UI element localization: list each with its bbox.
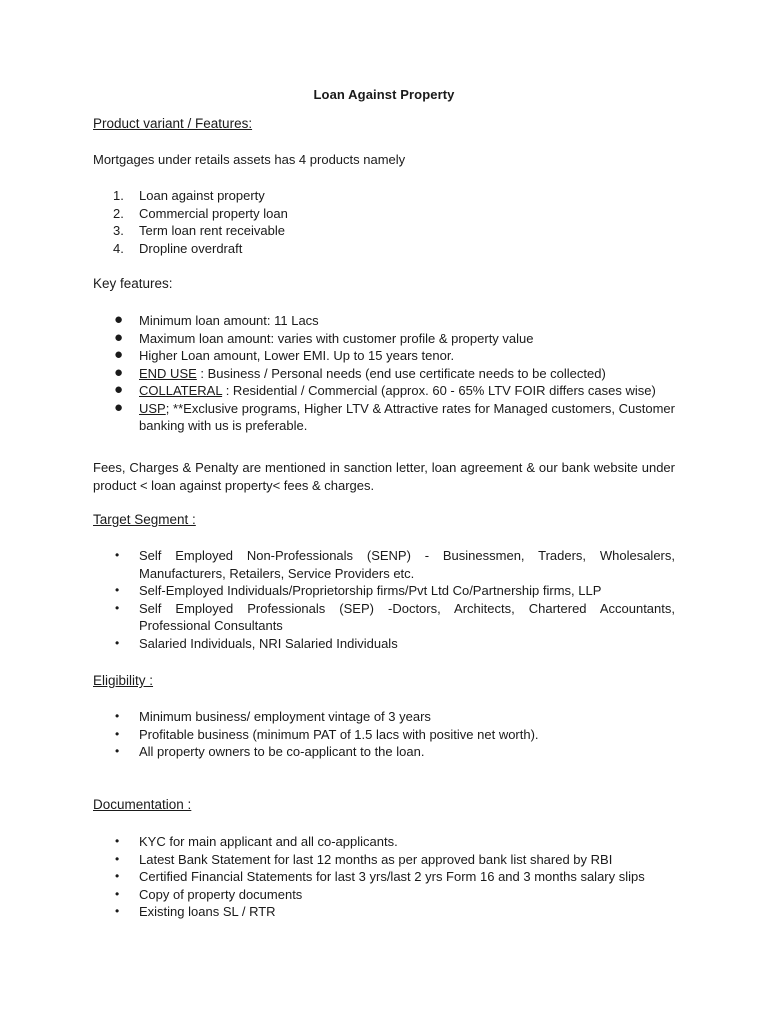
list-number: 2. bbox=[113, 205, 124, 221]
list-item bbox=[93, 582, 675, 600]
bullet-icon: ● bbox=[114, 381, 124, 398]
documentation-heading: Documentation : bbox=[93, 797, 192, 812]
list-item-text: KYC for main applicant and all co-applicants. bbox=[139, 834, 398, 849]
list-item bbox=[93, 187, 675, 205]
list-item bbox=[93, 726, 675, 744]
key-features-heading: Key features: bbox=[93, 276, 173, 291]
list-item-text: Minimum business/ employment vintage of 3 years bbox=[139, 709, 431, 724]
list-item bbox=[93, 635, 675, 653]
bullet-icon: • bbox=[115, 834, 120, 848]
bullet-icon: ● bbox=[114, 328, 124, 346]
bullet-icon: • bbox=[115, 851, 120, 866]
bullet-icon: • bbox=[115, 726, 120, 741]
eligibility-heading: Eligibility : bbox=[93, 673, 154, 688]
list-item-text: Self Employed Non-Professionals (SENP) - Businessmen, Traders, Wholesalers, Manufacturers, Retailers, Service Providers etc. bbox=[139, 548, 675, 581]
eligibility-list bbox=[93, 708, 675, 761]
list-item bbox=[93, 347, 675, 365]
list-item bbox=[93, 708, 675, 726]
list-item bbox=[93, 330, 675, 348]
list-number: 1. bbox=[113, 188, 124, 203]
list-item-text: Existing loans SL / RTR bbox=[139, 904, 276, 919]
feature-text: Maximum loan amount: varies with customer profile & property value bbox=[139, 330, 534, 346]
feature-text: : Residential / Commercial (approx. 60 - 65% LTV FOIR differs cases wise) bbox=[222, 383, 656, 398]
feature-text: Higher Loan amount, Lower EMI. Up to 15 years tenor. bbox=[139, 348, 455, 363]
bullet-icon: • bbox=[115, 904, 120, 918]
intro-paragraph: Mortgages under retails assets has 4 products namely bbox=[93, 152, 406, 167]
bullet-icon: • bbox=[115, 548, 120, 562]
bullet-icon: • bbox=[115, 635, 120, 650]
list-item-text: Copy of property documents bbox=[139, 886, 303, 902]
fees-paragraph: Fees, Charges & Penalty are mentioned in sanction letter, loan agreement & our bank website under product < loan against property< fees & charges. bbox=[93, 460, 675, 493]
bullet-icon: ● bbox=[114, 311, 124, 328]
list-item-text: Profitable business (minimum PAT of 1.5 lacs with positive net worth). bbox=[139, 726, 539, 742]
bullet-icon: ● bbox=[114, 363, 124, 381]
feature-text: Minimum loan amount: 11 Lacs bbox=[139, 313, 319, 328]
list-item bbox=[93, 851, 675, 869]
list-item bbox=[93, 886, 675, 904]
bullet-icon: • bbox=[115, 869, 120, 883]
feature-label: COLLATERAL bbox=[139, 383, 223, 398]
list-number: 4. bbox=[113, 240, 124, 256]
bullet-icon: • bbox=[115, 583, 120, 597]
feature-text: : Business / Personal needs (end use certificate needs to be collected) bbox=[196, 365, 606, 381]
list-item bbox=[93, 547, 675, 582]
list-item-text: Self Employed Professionals (SEP) -Doctors, Architects, Chartered Accountants, Professional Consultants bbox=[139, 600, 675, 633]
product-variant-heading: Product variant / Features: bbox=[93, 116, 253, 131]
list-item bbox=[93, 833, 675, 851]
target-segment-list bbox=[93, 547, 675, 652]
list-item bbox=[93, 868, 675, 886]
bullet-icon: ● bbox=[114, 398, 124, 416]
bullet-icon: • bbox=[115, 709, 120, 723]
list-item-text: Salaried Individuals, NRI Salaried Individuals bbox=[139, 635, 398, 651]
list-number: 3. bbox=[113, 223, 124, 238]
list-item-text: Self-Employed Individuals/Proprietorship firms/Pvt Ltd Co/Partnership firms, LLP bbox=[139, 583, 602, 598]
list-item-text: Loan against property bbox=[139, 188, 265, 203]
list-item bbox=[93, 903, 675, 921]
products-list bbox=[93, 187, 675, 257]
list-item bbox=[93, 222, 675, 240]
list-item bbox=[93, 365, 675, 383]
document-title: Loan Against Property bbox=[313, 87, 455, 102]
key-features-list bbox=[93, 312, 675, 435]
list-item-text: Latest Bank Statement for last 12 months as per approved bank list shared by RBI bbox=[139, 851, 613, 867]
list-item-text: Dropline overdraft bbox=[139, 240, 243, 256]
list-item-text: All property owners to be co-applicant to the loan. bbox=[139, 744, 425, 759]
feature-label: USP bbox=[139, 400, 166, 416]
target-segment-heading: Target Segment : bbox=[93, 512, 196, 527]
feature-text: ; **Exclusive programs, Higher LTV & Attractive rates for Managed customers, Customer banking with us is preferable. bbox=[139, 400, 675, 433]
bullet-icon: ● bbox=[114, 346, 124, 363]
bullet-icon: • bbox=[115, 744, 120, 758]
list-item-text: Commercial property loan bbox=[139, 205, 288, 221]
list-item bbox=[93, 600, 675, 635]
list-item bbox=[93, 743, 675, 761]
list-item bbox=[93, 400, 675, 435]
list-item-text: Term loan rent receivable bbox=[139, 223, 285, 238]
list-item bbox=[93, 382, 675, 400]
list-item bbox=[93, 312, 675, 330]
list-item bbox=[93, 205, 675, 223]
documentation-list bbox=[93, 833, 675, 921]
feature-label: END USE bbox=[139, 365, 197, 381]
bullet-icon: • bbox=[115, 600, 120, 615]
list-item bbox=[93, 240, 675, 258]
bullet-icon: • bbox=[115, 886, 120, 901]
list-item-text: Certified Financial Statements for last 3 yrs/last 2 yrs Form 16 and 3 months salary slips bbox=[139, 869, 645, 884]
